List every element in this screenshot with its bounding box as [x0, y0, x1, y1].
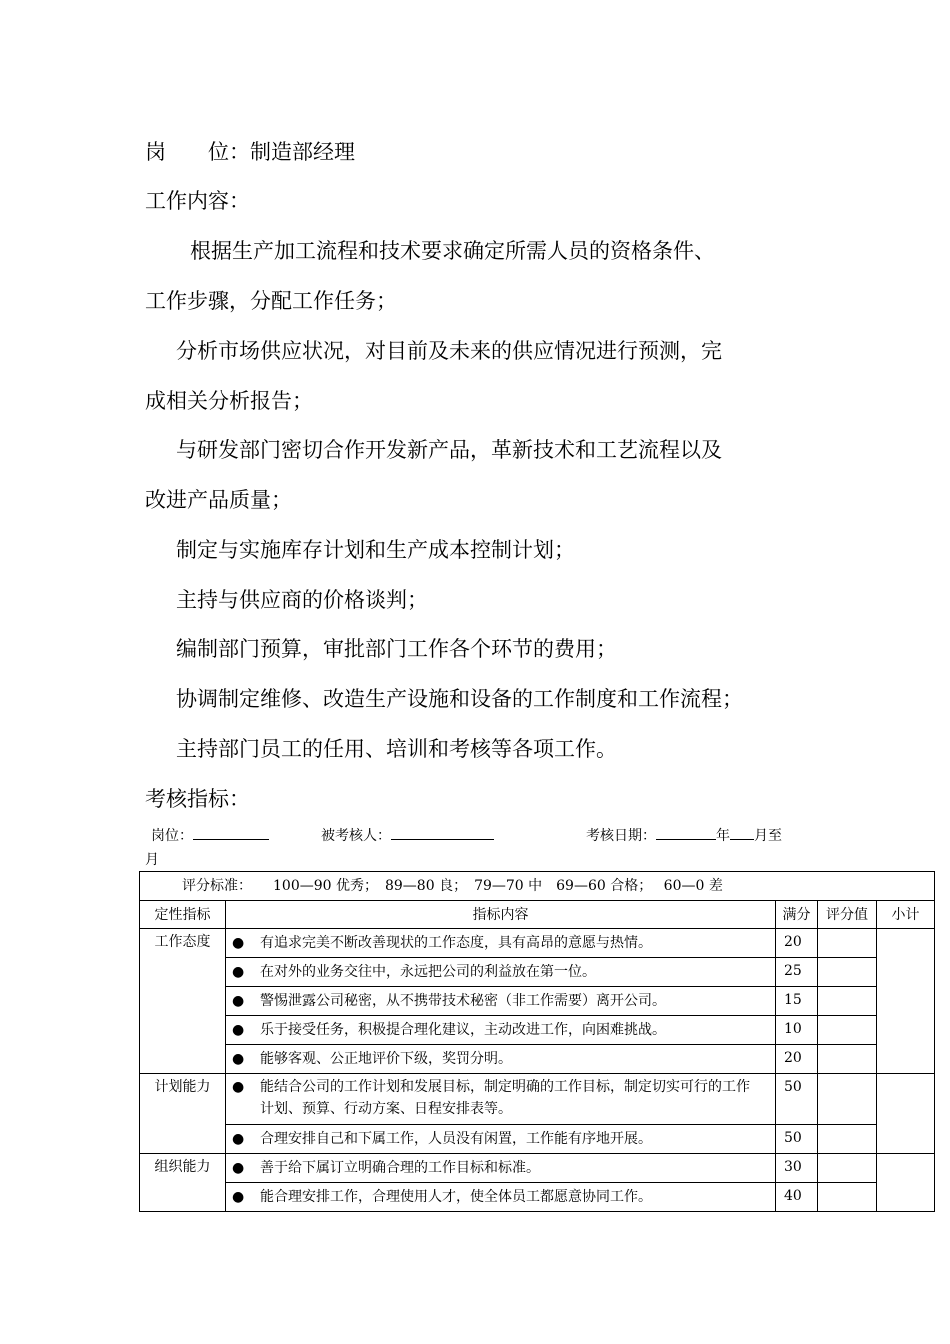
- table-row: [140, 1016, 935, 1045]
- full-score-cell: 25: [776, 958, 818, 987]
- indicator-text: 警惕泄露公司秘密，从不携带技术秘密（非工作需要）离开公司。: [260, 993, 666, 1009]
- scoring-standard: 评分标准： 100—90 优秀； 89—80 良； 79—70 中 69—60 合格； 60—0 差: [140, 872, 935, 901]
- indicator-text: 乐于接受任务，积极提合理化建议，主动改进工作，向困难挑战。: [260, 1022, 666, 1038]
- table-row: [140, 1045, 935, 1074]
- post-value: 制造部经理: [250, 140, 355, 164]
- rating-cell[interactable]: [818, 1045, 877, 1074]
- indicator-text: 善于给下属订立明确合理的工作目标和标准。: [260, 1160, 540, 1176]
- category-cell: 组织能力: [140, 1154, 226, 1212]
- form-post: [151, 826, 269, 845]
- bullet-icon: ●: [232, 964, 245, 980]
- subtotal-cell[interactable]: [877, 929, 935, 1074]
- rating-cell[interactable]: [818, 1125, 877, 1154]
- form-assessee-label: 被考核人：: [321, 828, 391, 844]
- header-subtotal: 小计: [877, 901, 935, 929]
- indicator-cell: [226, 1074, 776, 1125]
- duty-line: 主持部门员工的任用、培训和考核等各项工作。: [176, 737, 617, 761]
- bullet-icon: ●: [232, 993, 245, 1009]
- category-cell: 工作态度: [140, 929, 226, 1074]
- indicator-text: 能够客观、公正地评价下级，奖罚分明。: [260, 1051, 512, 1067]
- table-row: [140, 987, 935, 1016]
- form-month: 月: [145, 852, 159, 868]
- form-date-label: 考核日期：: [586, 828, 656, 844]
- header-rating: 评分值: [818, 901, 877, 929]
- duty-line: 成相关分析报告；: [145, 389, 313, 413]
- form-date: [586, 826, 782, 845]
- month-blank[interactable]: [730, 826, 754, 840]
- duty-line: 根据生产加工流程和技术要求确定所需人员的资格条件、: [190, 239, 715, 263]
- indicator-text: 合理安排自己和下属工作，人员没有闲置，工作能有序地开展。: [260, 1131, 652, 1147]
- rating-cell[interactable]: [818, 1074, 877, 1125]
- year-label: 年: [716, 828, 730, 844]
- bullet-icon: ●: [232, 1051, 245, 1067]
- table-row: [140, 958, 935, 987]
- duty-line: 主持与供应商的价格谈判；: [176, 588, 428, 612]
- work-content-label: 工作内容：: [145, 189, 250, 213]
- header-category: 定性指标: [140, 901, 226, 929]
- header-row: [140, 901, 935, 929]
- header-full-score: 满分: [776, 901, 818, 929]
- indicator-cell: [226, 1183, 776, 1212]
- full-score-cell: 15: [776, 987, 818, 1016]
- bullet-icon: ●: [232, 935, 245, 951]
- duty-line: 协调制定维修、改造生产设施和设备的工作制度和工作流程；: [176, 687, 743, 711]
- bullet-icon: ●: [232, 1189, 245, 1205]
- table-row: [140, 1125, 935, 1154]
- duty-line: 改进产品质量；: [145, 488, 292, 512]
- full-score-cell: 50: [776, 1125, 818, 1154]
- rating-cell[interactable]: [818, 1016, 877, 1045]
- form-post-label: 岗位：: [151, 828, 193, 844]
- indicator-text: 能合理安排工作，合理使用人才，使全体员工都愿意协同工作。: [260, 1189, 652, 1205]
- indicator-cell: [226, 1045, 776, 1074]
- header-content: 指标内容: [226, 901, 776, 929]
- rating-cell[interactable]: [818, 1183, 877, 1212]
- full-score-cell: 20: [776, 929, 818, 958]
- post-label: 岗 位：: [145, 140, 250, 164]
- bullet-icon: ●: [232, 1160, 245, 1176]
- year-blank[interactable]: [656, 826, 716, 840]
- rating-cell[interactable]: [818, 958, 877, 987]
- indicator-cell: [226, 1154, 776, 1183]
- table-row: [140, 1074, 935, 1125]
- indicator-cell: [226, 1125, 776, 1154]
- table-row: [140, 1154, 935, 1183]
- bullet-icon: ●: [232, 1079, 245, 1095]
- assessment-table: [139, 871, 935, 1212]
- indicator-text: 有追求完美不断改善现状的工作态度，具有高昂的意愿与热情。: [260, 935, 652, 951]
- table-row: [140, 1183, 935, 1212]
- duty-line: 编制部门预算，审批部门工作各个环节的费用；: [176, 637, 617, 661]
- post-blank[interactable]: [193, 826, 269, 840]
- indicator-text: 能结合公司的工作计划和发展目标，制定明确的工作目标，制定切实可行的工作计划、预算、行动方案、日程安排表等。: [260, 1079, 750, 1117]
- indicator-cell: [226, 1016, 776, 1045]
- full-score-cell: 10: [776, 1016, 818, 1045]
- indicator-text: 在对外的业务交往中，永远把公司的利益放在第一位。: [260, 964, 596, 980]
- duty-line: 与研发部门密切合作开发新产品，革新技术和工艺流程以及: [176, 438, 722, 462]
- full-score-cell: 40: [776, 1183, 818, 1212]
- category-cell: 计划能力: [140, 1074, 226, 1154]
- standard-row: [140, 872, 935, 901]
- subtotal-cell[interactable]: [877, 1154, 935, 1212]
- indicator-cell: [226, 987, 776, 1016]
- indicator-cell: [226, 958, 776, 987]
- post-line: [145, 139, 355, 165]
- bullet-icon: ●: [232, 1022, 245, 1038]
- duty-line: 制定与实施库存计划和生产成本控制计划；: [176, 538, 575, 562]
- full-score-cell: 50: [776, 1074, 818, 1125]
- month-to-label: 月至: [754, 828, 782, 844]
- indicator-cell: [226, 929, 776, 958]
- rating-cell[interactable]: [818, 929, 877, 958]
- duty-line: 分析市场供应状况，对目前及未来的供应情况进行预测，完: [176, 339, 722, 363]
- rating-cell[interactable]: [818, 987, 877, 1016]
- assessee-blank[interactable]: [391, 826, 494, 840]
- duty-line: 工作步骤，分配工作任务；: [145, 289, 397, 313]
- full-score-cell: 30: [776, 1154, 818, 1183]
- assessment-label: 考核指标：: [145, 787, 250, 811]
- form-assessee: [321, 826, 494, 845]
- full-score-cell: 20: [776, 1045, 818, 1074]
- bullet-icon: ●: [232, 1131, 245, 1147]
- subtotal-cell[interactable]: [877, 1074, 935, 1154]
- table-row: [140, 929, 935, 958]
- rating-cell[interactable]: [818, 1154, 877, 1183]
